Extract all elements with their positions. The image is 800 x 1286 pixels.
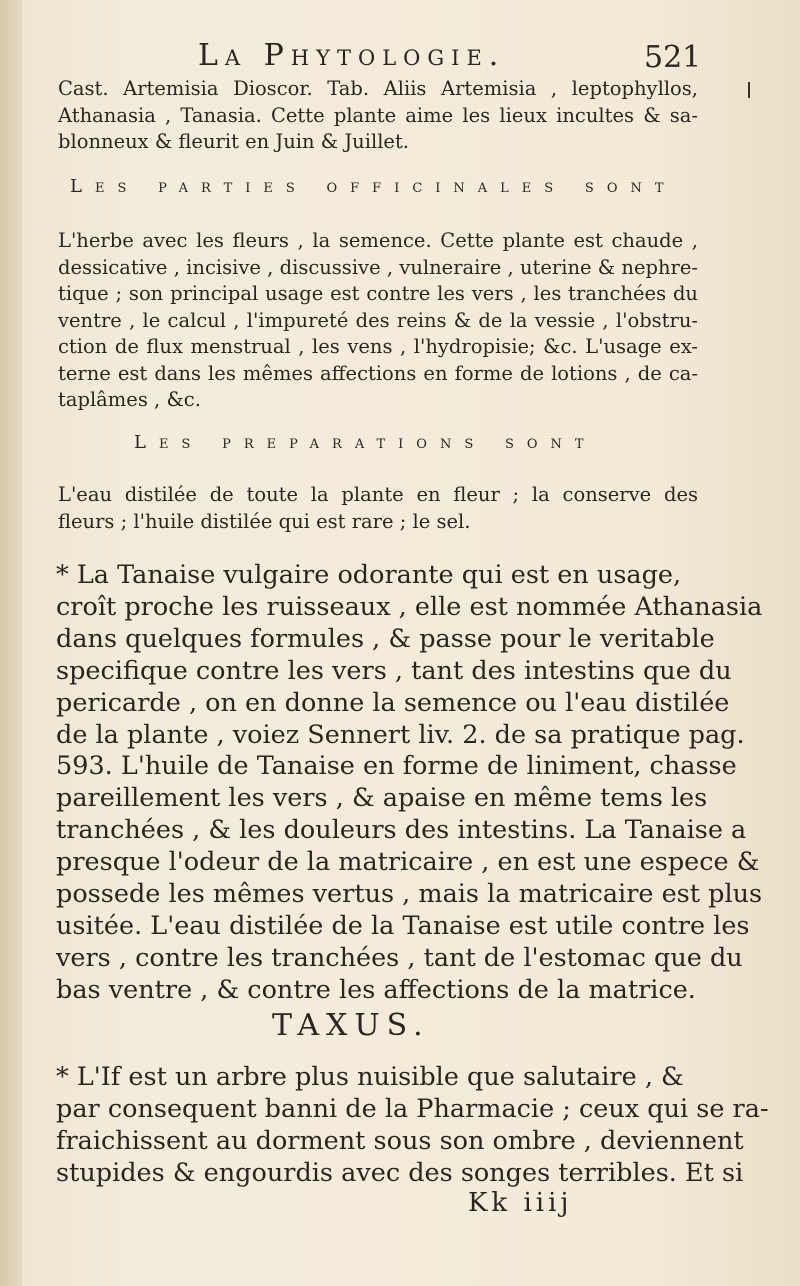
paragraph-line: dans quelques formules , & passe pour le veritable — [56, 623, 715, 654]
paragraph-line: tranchées , & les douleurs des intestins. La Tanaise a — [56, 815, 747, 846]
paragraph-line: bas ventre , & contre les affections de la matrice. — [56, 974, 696, 1005]
paragraph-line: vers , contre les tranchées , tant de l'estomac que du — [56, 942, 743, 973]
parts-body — [58, 228, 698, 414]
taxus-title: TAXUS. — [272, 1008, 430, 1043]
synonyms-block — [58, 76, 698, 156]
paragraph-line: de la plante , voiez Sennert liv. 2. de sa pratique pag. — [56, 719, 745, 750]
paragraph-line: par consequent banni de la Pharmacie ; ceux qui se ra- — [56, 1093, 769, 1124]
preparations-line: L'eau distilée de toute la plante en fleur ; la conserve des — [58, 483, 698, 506]
parts-heading: Les parties officinales sont — [70, 176, 677, 197]
preparations-heading: Les preparations sont — [134, 432, 597, 453]
tanaise-paragraph — [56, 560, 763, 1007]
preparations-line: fleurs ; l'huile distilée qui est rare ; le sel. — [58, 509, 471, 533]
preparations-body — [58, 482, 698, 535]
synonyms-line: Cast. Artemisia Dioscor. Tab. Aliis Artemisia , leptophyllos, — [58, 77, 698, 100]
taxus-paragraph — [56, 1062, 769, 1190]
paragraph-line: * L'If est un arbre plus nuisible que salutaire , & — [56, 1062, 684, 1092]
paragraph-line: croît proche les ruisseaux , elle est nommée Athanasia — [56, 591, 763, 622]
running-head: La Phytologie. — [198, 38, 506, 73]
parts-line: ventre , le calcul , l'impureté des reins & de la vessie , l'obstru- — [58, 308, 698, 332]
signature-mark: Kk iiij — [468, 1188, 573, 1218]
paragraph-line: possede les mêmes vertus , mais la matricaire est plus — [56, 879, 763, 910]
parts-line: tique ; son principal usage est contre les vers , les tranchées du — [58, 282, 698, 305]
paragraph-line: pericarde , on en donne la semence ou l'eau distilée — [56, 687, 730, 718]
parts-line: taplâmes , &c. — [58, 388, 201, 411]
book-gutter — [0, 0, 23, 1286]
parts-line: L'herbe avec les fleurs , la semence. Cette plante est chaude , — [58, 229, 698, 252]
page-number: 521 — [644, 40, 702, 75]
margin-mark — [748, 82, 750, 98]
paragraph-line: stupides & engourdis avec des songes terribles. Et si — [56, 1157, 744, 1188]
parts-line: dessicative , incisive , discussive , vulneraire , uterine & nephre- — [58, 255, 698, 279]
synonyms-line: blonneux & fleurit en Juin & Juillet. — [58, 130, 410, 153]
paragraph-line: 593. L'huile de Tanaise en forme de liniment, chasse — [56, 751, 737, 782]
paragraph-line: usitée. L'eau distilée de la Tanaise est utile contre les — [56, 910, 750, 941]
paragraph-line: * La Tanaise vulgaire odorante qui est en usage, — [56, 560, 682, 590]
paragraph-line: presque l'odeur de la matricaire , en est une espece & — [56, 847, 760, 878]
paragraph-line: specifique contre les vers , tant des intestins que du — [56, 655, 732, 686]
paragraph-line: pareillement les vers , & apaise en même tems les — [56, 783, 708, 814]
parts-line: terne est dans les mêmes affections en forme de lotions , de ca- — [58, 361, 698, 385]
paragraph-line: fraichissent au dorment sous son ombre , deviennent — [56, 1125, 744, 1156]
parts-line: ction de flux menstrual , les vens , l'hydropisie; &c. L'usage ex- — [58, 335, 698, 358]
synonyms-line: Athanasia , Tanasia. Cette plante aime les lieux incultes & sa- — [58, 103, 698, 127]
